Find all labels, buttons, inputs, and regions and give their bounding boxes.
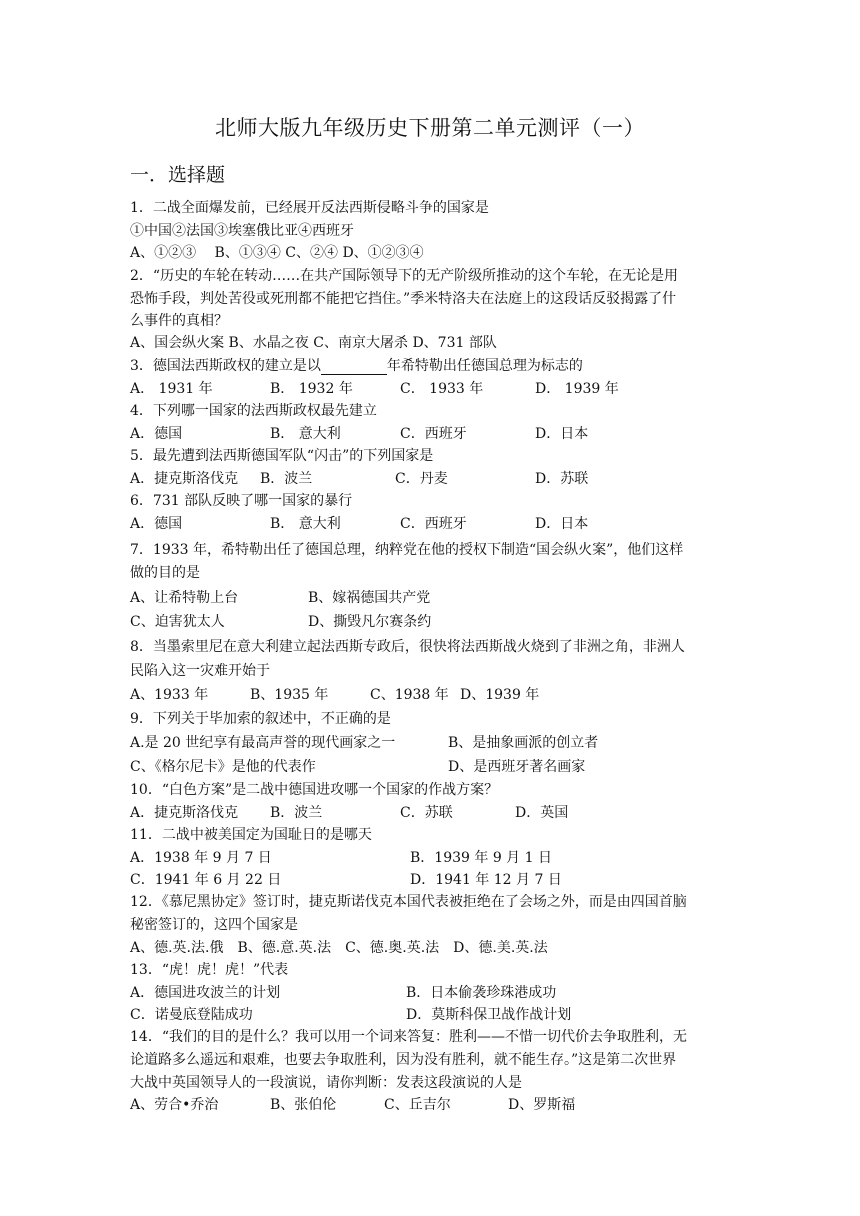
question-3-stem-post: 年希特勒出任德国总理为标志的 — [386, 358, 583, 374]
option-a: A、让希特勒上台 — [130, 590, 239, 606]
question-2-line-3: 么事件的真相？ — [130, 313, 228, 329]
option-b: B、嫁祸德国共产党 — [308, 590, 431, 606]
question-14-line-3: 大战中英国领导人的一段演说，请你判断：发表这段演说的人是 — [130, 1075, 522, 1091]
option-c: C、迫害犹太人 — [130, 614, 225, 630]
question-7-line-2: 做的目的是 — [130, 565, 200, 581]
option-b: B． 意大利 — [270, 516, 341, 532]
option-b: B、1935 年 — [250, 687, 329, 703]
section-heading: 一．选择题 — [130, 164, 226, 186]
question-8-line-2: 民陷入这一灾难开始于 — [130, 663, 270, 679]
option-b: B． 意大利 — [270, 426, 341, 442]
option-b: B．波兰 — [260, 471, 313, 487]
question-4-stem: 4．下列哪一国家的法西斯政权最先建立 — [130, 403, 377, 419]
question-2-line-1: 2．“历史的车轮在转动……在共产国际领导下的无产阶级所推动的这个车轮，在无论是用 — [130, 268, 679, 284]
option-d: D．1941 年 12 月 7 日 — [410, 872, 562, 888]
question-10-stem: 10．“白色方案”是二战中德国进攻哪一个国家的作战方案？ — [130, 782, 499, 798]
option-b: B．波兰 — [270, 805, 323, 821]
question-8-line-1: 8．当墨索里尼在意大利建立起法西斯专政后，很快将法西斯战火烧到了非洲之角，非洲人 — [130, 639, 685, 655]
question-3-stem-pre: 3．德国法西斯政权的建立是以 — [130, 358, 321, 374]
question-2-line-2: 恐怖手段，判处苦役或死刑都不能把它挡住。”季米特洛夫在法庭上的这段话反驳揭露了什 — [130, 291, 677, 307]
option-c: C、1938 年 — [370, 687, 449, 703]
option-d: D．日本 — [535, 426, 589, 442]
question-9-stem: 9．下列关于毕加索的叙述中，不正确的是 — [130, 711, 391, 727]
question-5-stem: 5．最先遭到法西斯德国军队“闪击”的下列国家是 — [130, 448, 434, 464]
option-d: D．苏联 — [535, 471, 589, 487]
option-d: D．莫斯科保卫战作战计划 — [406, 1007, 572, 1023]
option-a: A．捷克斯洛伐克 — [130, 471, 239, 487]
option-c: C、《格尔尼卡》是他的代表作 — [130, 759, 316, 775]
option-a: A．德国 — [130, 426, 183, 442]
option-b: B、张伯伦 — [270, 1097, 337, 1113]
option-d: D、罗斯福 — [508, 1097, 576, 1113]
question-1-options: A、①②③ B、①③④ C、②④ D、①②③④ — [130, 245, 424, 261]
option-d: D、撕毁凡尔赛条约 — [308, 614, 432, 630]
question-1-items: ①中国②法国③埃塞俄比亚④西班牙 — [130, 223, 354, 239]
question-12-line-2: 秘密签订的，这四个国家是 — [130, 917, 298, 933]
question-1-stem: 1．二战全面爆发前，已经展开反法西斯侵略斗争的国家是 — [130, 200, 489, 216]
option-a: A． 1931 年 — [130, 381, 213, 397]
question-2-options: A、国会纵火案 B、水晶之夜 C、南京大屠杀 D、731 部队 — [130, 335, 497, 351]
option-c: C．西班牙 — [400, 516, 467, 532]
question-12-options: A、德.英.法.俄 B、德.意.英.法 C、德.奥.英.法 D、德.美.英.法 — [130, 940, 548, 956]
question-12-line-1: 12．《慕尼黑协定》签订时，捷克斯诺伐克本国代表被拒绝在了会场之外，而是由四国首脑 — [130, 894, 687, 910]
option-c: C．苏联 — [400, 805, 453, 821]
option-d: D、1939 年 — [460, 687, 540, 703]
option-c: C．丹麦 — [395, 471, 448, 487]
question-3-stem — [130, 357, 583, 375]
question-11-stem: 11．二战中被美国定为国耻日的是哪天 — [130, 827, 372, 843]
option-d: D． 1939 年 — [535, 381, 619, 397]
option-a: A、劳合•乔治 — [130, 1097, 219, 1113]
fill-in-blank — [321, 360, 387, 375]
page-title: 北师大版九年级历史下册第二单元测评（一） — [215, 116, 645, 140]
option-a: A．德国 — [130, 516, 183, 532]
question-13-stem: 13．“虎！虎！虎！”代表 — [130, 962, 289, 978]
option-d: D．英国 — [515, 805, 569, 821]
option-c: C、丘吉尔 — [384, 1097, 451, 1113]
question-14-line-2: 论道路多么遥远和艰难，也要去争取胜利，因为没有胜利，就不能生存。”这是第二次世界 — [130, 1052, 677, 1068]
option-c: C．西班牙 — [400, 426, 467, 442]
option-c: C． 1933 年 — [400, 381, 484, 397]
option-c: C．诺曼底登陆成功 — [130, 1007, 253, 1023]
option-a: A．德国进攻波兰的计划 — [130, 985, 281, 1001]
option-d: D．日本 — [535, 516, 589, 532]
question-14-line-1: 14．“我们的目的是什么？我可以用一个词来答复：胜利——不惜一切代价去争取胜利，无 — [130, 1029, 687, 1045]
option-c: C．1941 年 6 月 22 日 — [130, 872, 282, 888]
option-a: A．捷克斯洛伐克 — [130, 805, 239, 821]
option-b: B．日本偷袭珍珠港成功 — [406, 985, 557, 1001]
option-a: A.是 20 世纪享有最高声誉的现代画家之一 — [130, 735, 396, 751]
option-d: D、是西班牙著名画家 — [448, 759, 586, 775]
option-a: A．1938 年 9 月 7 日 — [130, 850, 272, 866]
question-7-line-1: 7．1933 年，希特勒出任了德国总理，纳粹党在他的授权下制造“国会纵火案”，他们这样 — [130, 542, 684, 558]
option-b: B、是抽象画派的创立者 — [448, 735, 599, 751]
option-b: B．1939 年 9 月 1 日 — [410, 850, 552, 866]
question-6-stem: 6．731 部队反映了哪一国家的暴行 — [130, 493, 353, 509]
option-a: A、1933 年 — [130, 687, 209, 703]
option-b: B． 1932 年 — [270, 381, 353, 397]
